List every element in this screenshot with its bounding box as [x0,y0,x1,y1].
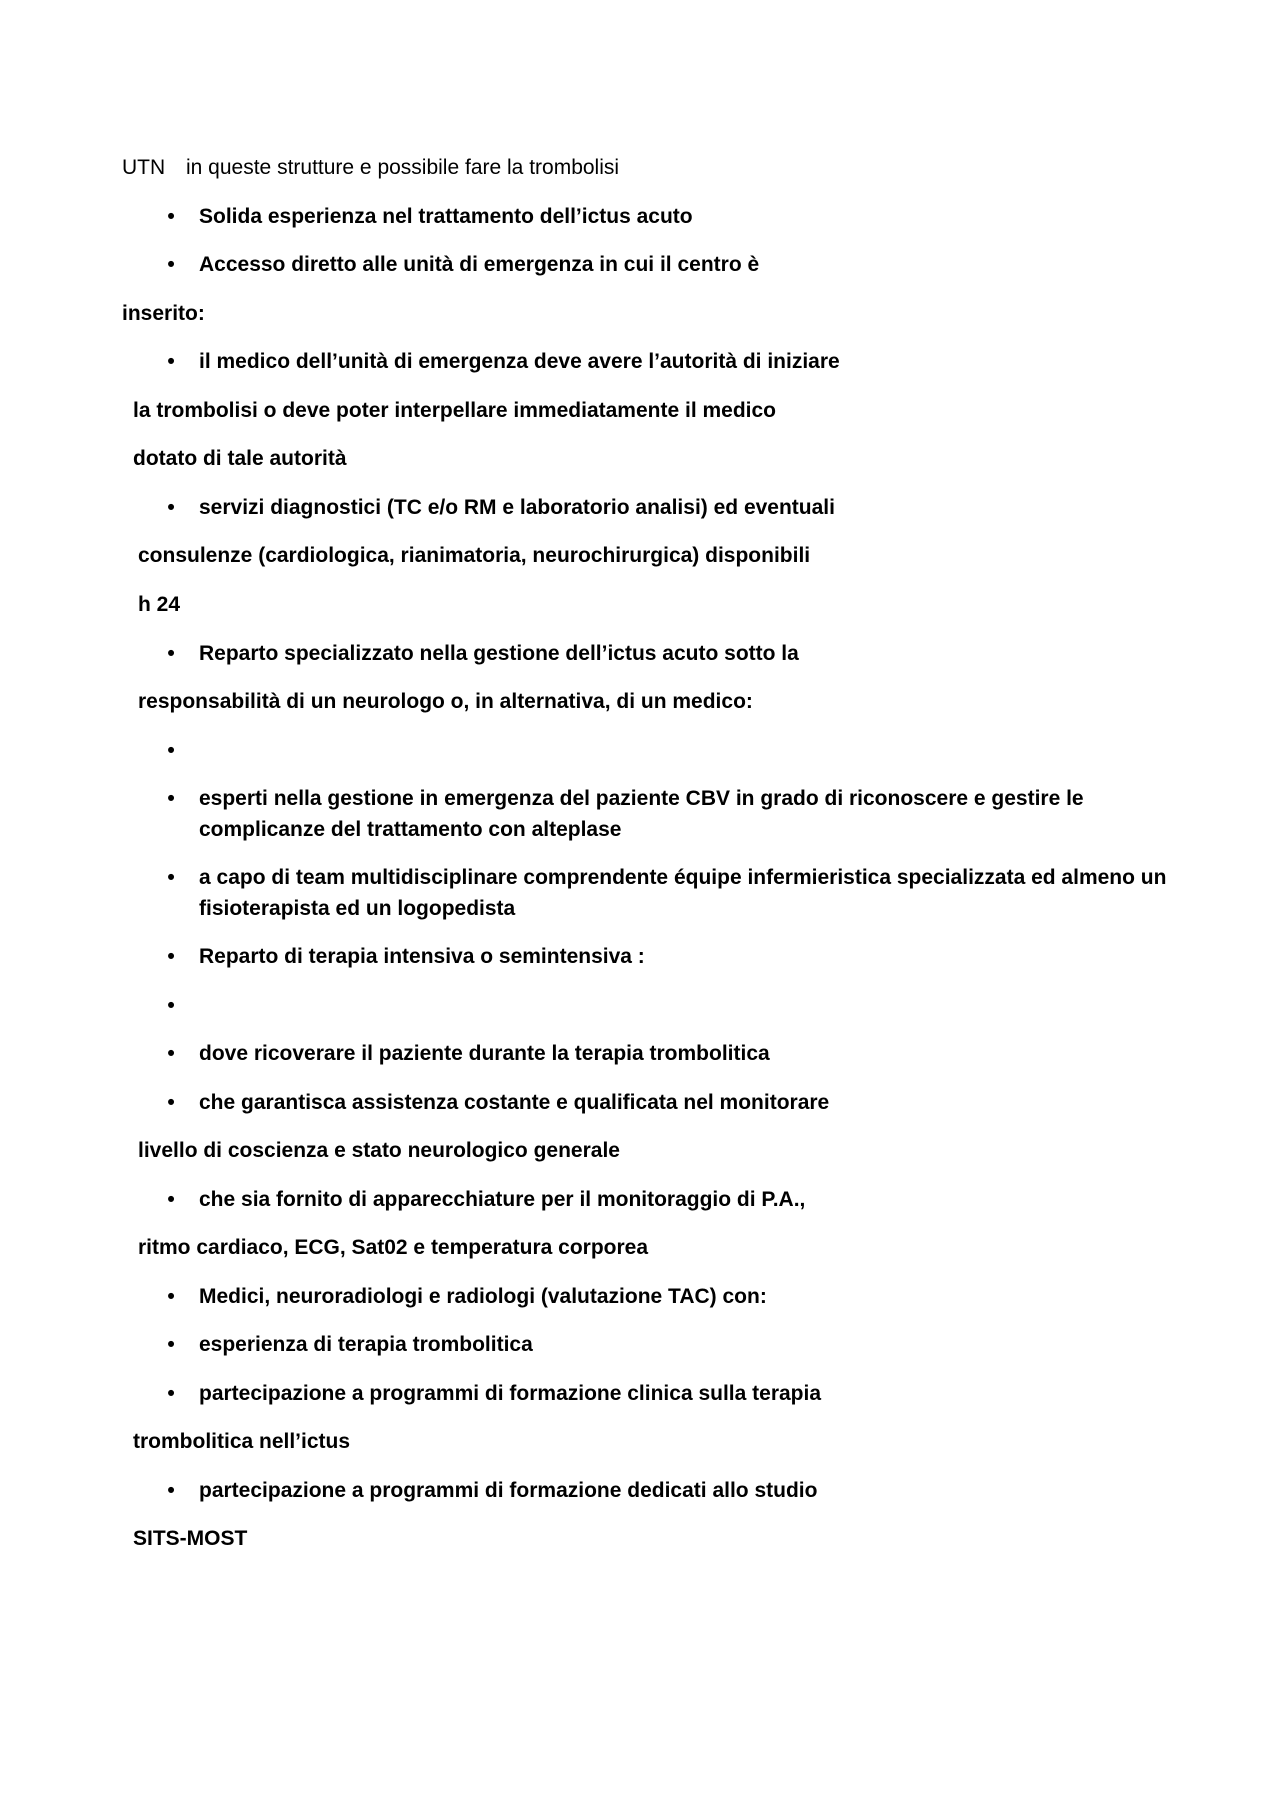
bullet-icon: • [167,1285,175,1308]
bullet-icon: • [167,1479,175,1502]
list-item-text: dove ricoverare il paziente durante la terapia trombolitica [199,1042,770,1065]
paragraph-line: trombolitica nell’ictus [133,1430,351,1453]
paragraph-line: SITS-MOST [133,1527,248,1550]
paragraph-line: h 24 [138,593,181,616]
bullet-icon: • [167,994,175,1017]
heading-text: in queste strutture e possibile fare la trombolisi [186,156,620,179]
bullet-icon: • [167,945,175,968]
bullet-icon: • [167,496,175,519]
list-item-text: Reparto di terapia intensiva o semintensiva : [199,945,645,968]
bullet-icon: • [167,1091,175,1114]
paragraph-line: livello di coscienza e stato neurologico generale [138,1139,620,1162]
list-item-text: Accesso diretto alle unità di emergenza in cui il centro è [199,253,760,276]
list-item-text: partecipazione a programmi di formazione dedicati allo studio [199,1479,818,1502]
bullet-icon: • [167,787,175,810]
bullet-icon: • [167,1042,175,1065]
paragraph-line: responsabilità di un neurologo o, in alternativa, di un medico: [138,690,753,713]
bullet-icon: • [167,739,175,762]
list-item-text: partecipazione a programmi di formazione clinica sulla terapia [199,1382,822,1405]
list-item-text: Solida esperienza nel trattamento dell’ictus acuto [199,205,693,228]
list-item-text: che garantisca assistenza costante e qualificata nel monitorare [199,1091,830,1114]
paragraph-line: dotato di tale autorità [133,447,347,470]
list-item-text: servizi diagnostici (TC e/o RM e laboratorio analisi) ed eventuali [199,496,835,519]
list-item-text: a capo di team multidisciplinare comprendente équipe infermieristica specializzata ed almeno un fisioterapista ed un logopedista [199,866,1167,920]
bullet-icon: • [167,866,175,889]
bullet-icon: • [167,1188,175,1211]
bullet-icon: • [167,1382,175,1405]
list-item-text: che sia fornito di apparecchiature per il monitoraggio di P.A., [199,1188,806,1211]
list-item-text: Medici, neuroradiologi e radiologi (valutazione TAC) con: [199,1285,767,1308]
paragraph-line: la trombolisi o deve poter interpellare immediatamente il medico [133,399,777,422]
bullet-icon: • [167,350,175,373]
bullet-icon: • [167,642,175,665]
paragraph-line: consulenze (cardiologica, rianimatoria, neurochirurgica) disponibili [138,544,811,567]
bullet-icon: • [167,205,175,228]
list-item-text: esperienza di terapia trombolitica [199,1333,533,1356]
paragraph-line: inserito: [122,302,205,325]
paragraph-line: ritmo cardiaco, ECG, Sat02 e temperatura corporea [138,1236,649,1259]
heading-label: UTN [122,156,166,179]
bullet-icon: • [167,253,175,276]
list-item-text: il medico dell’unità di emergenza deve avere l’autorità di iniziare [199,350,840,373]
bullet-icon: • [167,1333,175,1356]
list-item-text: esperti nella gestione in emergenza del paziente CBV in grado di riconoscere e gestire le complicanze del trattamento con alteplase [199,787,1084,841]
list-item-text: Reparto specializzato nella gestione dell’ictus acuto sotto la [199,642,799,665]
